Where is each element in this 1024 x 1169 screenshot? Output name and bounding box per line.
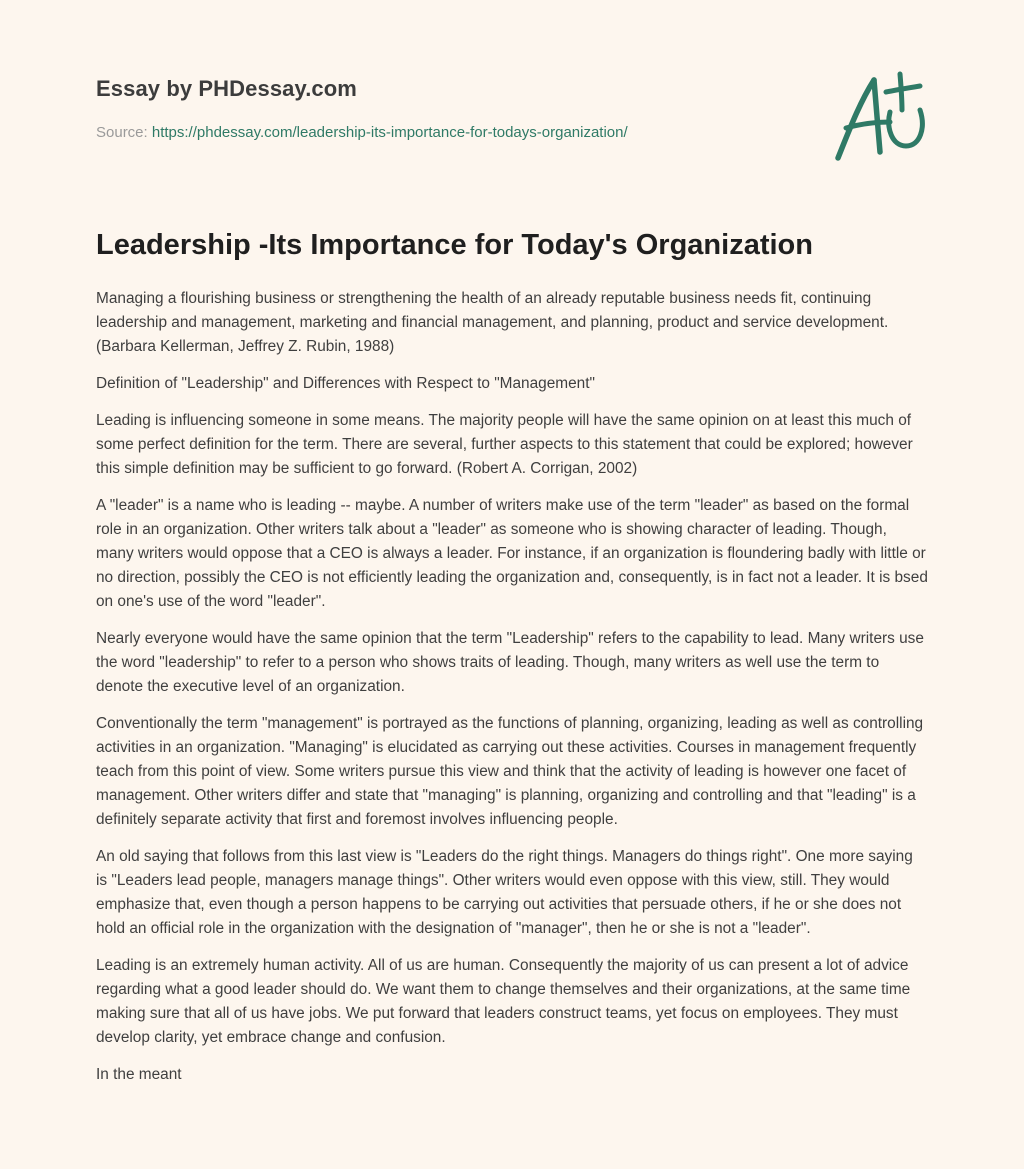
paragraph: Conventionally the term "management" is portrayed as the functions of planning, organizing, leading as well as controlling activities in an organization. "Managing" is elucidated as carrying out these activities. Courses in management frequently teach from this point of view. Some writers pursue this view and think that the activity of leading is however one facet of management. Other writers differ and state that "managing" is planning, organizing and controlling and that "leading" is a definitely separate activity that first and foremost involves influencing people. <box>96 715 924 828</box>
site-brand: Essay by PHDessay.com <box>96 76 357 101</box>
article-title: Leadership -Its Importance for Today's Organization <box>96 229 813 261</box>
article-body <box>96 287 928 1087</box>
truncated-paragraph: In the meant <box>96 1066 182 1083</box>
source-line <box>96 124 628 141</box>
paragraph: An old saying that follows from this last view is "Leaders do the right things. Managers do things right". One more saying is "Leaders lead people, managers manage things". Other writers would even oppose with this view, still. They would emphasize that, even though a person happens to be carrying out activities that persuade others, if he or she does not hold an official role in the organization with the designation of "manager", then he or she is not a "leader". <box>96 848 913 937</box>
source-link[interactable]: https://phdessay.com/leadership-its-importance-for-todays-organization/ <box>151 124 628 141</box>
page-header <box>96 0 928 205</box>
section-heading: Definition of "Leadership" and Differences with Respect to "Management" <box>96 375 595 392</box>
a-plus-logo-icon <box>824 66 934 166</box>
paragraph: Nearly everyone would have the same opinion that the term "Leadership" refers to the capability to lead. Many writers use the word "leadership" to refer to a person who shows traits of leading. Though, many writers as well use the term to denote the executive level of an organization. <box>96 630 924 695</box>
paragraph: Leading is influencing someone in some means. The majority people will have the same opinion on at least this much of some perfect definition for the term. There are several, further aspects to this statement that could be explored; however this simple definition may be sufficient to go forward. (Robert A. Corrigan, 2002) <box>96 412 913 477</box>
paragraph: Managing a flourishing business or strengthening the health of an already reputable business needs fit, continuing leadership and management, marketing and financial management, and planning, product and service development. (Barbara Kellerman, Jeffrey Z. Rubin, 1988) <box>96 290 889 355</box>
paragraph: Leading is an extremely human activity. All of us are human. Consequently the majority of us can present a lot of advice regarding what a good leader should do. We want them to change themselves and their organizations, at the same time making sure that all of us have jobs. We put forward that leaders construct teams, yet focus on employees. They must develop clarity, yet embrace change and confusion. <box>96 957 911 1046</box>
paragraph: A "leader" is a name who is leading -- maybe. A number of writers make use of the term "leader" as based on the formal role in an organization. Other writers talk about a "leader" as someone who is showing character of leading. Though, many writers would oppose that a CEO is always a leader. For instance, if an organization is floundering badly with little or no direction, possibly the CEO is not efficiently leading the organization and, consequently, is in fact not a leader. It is bsed on one's use of the word "leader". <box>96 497 928 610</box>
source-label: Source: <box>96 124 148 141</box>
